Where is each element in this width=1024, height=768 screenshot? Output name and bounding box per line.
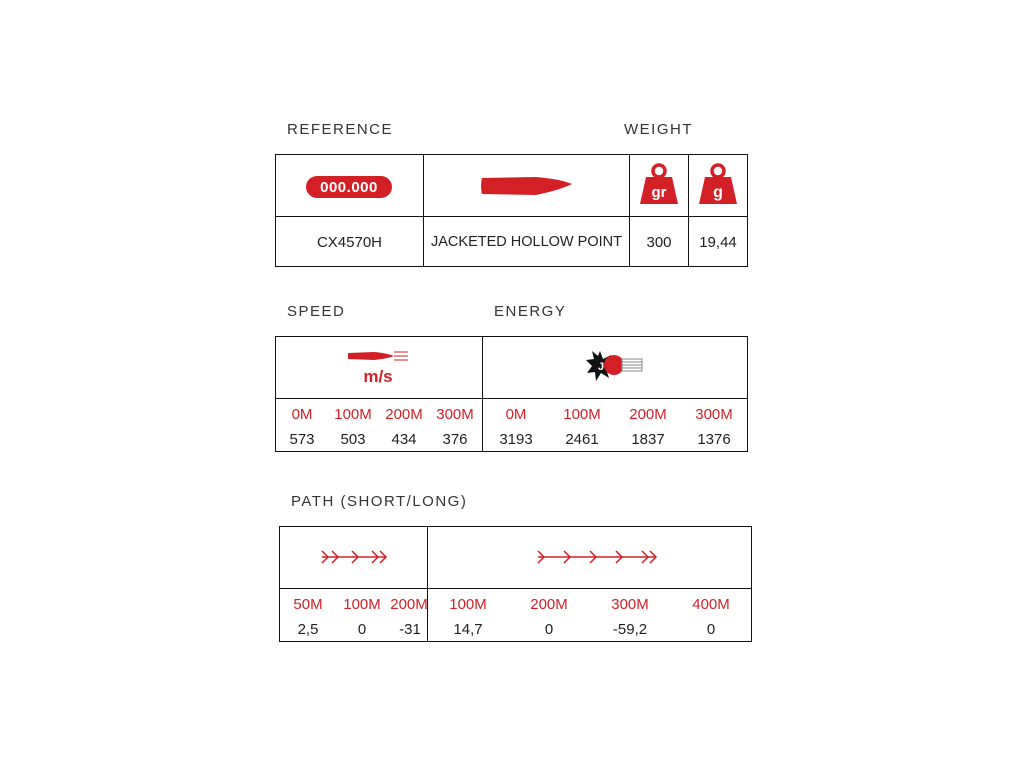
arrows-short-icon [320, 547, 390, 567]
path-long-distance: 100M [449, 596, 487, 613]
energy-heading: ENERGY [494, 303, 567, 320]
path-short-distance: 50M [293, 596, 323, 613]
path-short-value: -31 [399, 621, 421, 638]
speed-value: 573 [289, 431, 315, 448]
speed-distance: 200M [385, 406, 423, 423]
reference-heading: REFERENCE [287, 121, 394, 138]
speed-energy-table [275, 336, 748, 452]
path-long-distance: 300M [611, 596, 649, 613]
path-long-value: 14,7 [453, 621, 483, 638]
bullet-icon [478, 173, 574, 199]
arrows-long-icon [536, 547, 660, 567]
speed-heading: SPEED [287, 303, 346, 320]
weight-g-icon [696, 161, 740, 209]
energy-distance: 200M [629, 406, 667, 423]
path-short-distance: 100M [343, 596, 381, 613]
weight-g-value: 19,44 [699, 233, 737, 251]
reference-value: CX4570H [316, 233, 383, 251]
path-table [279, 526, 752, 642]
speed-icon-text: m/s [363, 367, 393, 386]
energy-icon [586, 349, 644, 385]
speed-distance: 300M [436, 406, 474, 423]
path-long-distance: 400M [692, 596, 730, 613]
reference-badge [306, 176, 392, 198]
speed-value: 434 [391, 431, 417, 448]
energy-value: 1376 [697, 431, 731, 448]
speed-value: 376 [442, 431, 468, 448]
weight-heading: WEIGHT [624, 121, 693, 138]
path-heading: PATH (SHORT/LONG) [291, 493, 468, 510]
energy-distance: 100M [563, 406, 601, 423]
energy-value: 2461 [565, 431, 599, 448]
energy-distance: 300M [695, 406, 733, 423]
energy-value: 3193 [499, 431, 533, 448]
path-short-value: 2,5 [297, 621, 319, 638]
weight-gr-icon-text: gr [651, 184, 667, 201]
energy-icon-text: J [597, 361, 605, 373]
path-short-value: 0 [357, 621, 367, 638]
speed-icon [346, 349, 412, 387]
weight-gr-value: 300 [646, 233, 672, 251]
bullet-type-value: JACKETED HOLLOW POINT [431, 234, 622, 250]
energy-distance: 0M [505, 406, 527, 423]
path-long-value: -59,2 [612, 621, 648, 638]
weight-gr-icon [637, 161, 681, 209]
path-long-distance: 200M [530, 596, 568, 613]
path-long-value: 0 [544, 621, 554, 638]
weight-g-icon-text: g [713, 184, 723, 201]
energy-value: 1837 [631, 431, 665, 448]
speed-distance: 0M [291, 406, 313, 423]
speed-value: 503 [340, 431, 366, 448]
reference-badge-text: 000.000 [320, 178, 378, 196]
reference-table [275, 154, 748, 267]
speed-distance: 100M [334, 406, 372, 423]
path-short-distance: 200M [390, 596, 428, 613]
path-long-value: 0 [706, 621, 716, 638]
